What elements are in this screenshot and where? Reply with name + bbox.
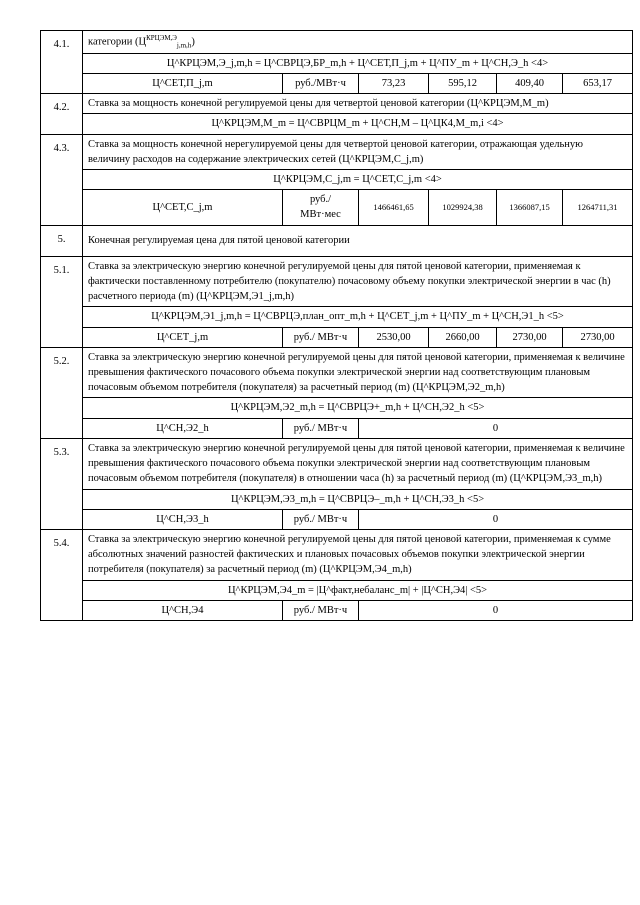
row-number: 4.2. — [41, 94, 83, 134]
formula: Ц^КРЦЭМ,Э2_m,h = Ц^СВРЦЭ+_m,h + Ц^СН,Э2_h <5> — [83, 398, 633, 418]
row-description: Ставка за мощность конечной нерегулируемой цены для четвертой ценовой категории, отражающая удельную величину расходов на содержание электрических сетей (Ц^КРЦЭМ,С_j,m) — [83, 134, 633, 169]
row-4-3-formula — [41, 170, 633, 190]
row-number: 5. — [41, 225, 83, 256]
symbol: Ц^СН,Э4 — [83, 600, 283, 620]
row-4-2-formula — [41, 114, 633, 134]
tariff-table-frame — [40, 30, 632, 621]
formula: Ц^КРЦЭМ,Э_j,m,h = Ц^СВРЦЭ,БР_m,h + Ц^СЕТ,П_j,m + Ц^ПУ_m + Ц^СН,Э_h <4> — [83, 53, 633, 73]
row-number: 5.3. — [41, 438, 83, 529]
row-4-2-header — [41, 94, 633, 114]
row-4-1-header — [41, 31, 633, 54]
row-5-2-formula — [41, 398, 633, 418]
row-4-3-header — [41, 134, 633, 169]
formula: Ц^КРЦЭМ,Э4_m = |Ц^факт,небаланс_m| + |Ц^СН,Э4| <5> — [83, 580, 633, 600]
value-cell: 0 — [359, 509, 633, 529]
row-description: Конечная регулируемая цена для пятой ценовой категории — [83, 225, 633, 256]
row-5-2-header — [41, 347, 633, 398]
row-description: Ставка за электрическую энергию конечной регулируемой цены для пятой ценовой категории, применяемая к сумме абсолютных значений разностей фактических и плановых почасовых объемов покупки электрической энергии потребителя (покупателя) за расчетный период (m) (Ц^КРЦЭМ,Э4_m,h) — [83, 529, 633, 580]
row-5-1-values — [41, 327, 633, 347]
value-cell: 2530,00 — [359, 327, 429, 347]
symbol: Ц^СЕТ,П_j,m — [83, 73, 283, 93]
unit: руб./ МВт·ч — [283, 327, 359, 347]
unit: руб./ МВт·ч — [283, 509, 359, 529]
row-5-1-formula — [41, 307, 633, 327]
unit: руб./ МВт·ч — [283, 418, 359, 438]
row-number: 5.2. — [41, 347, 83, 438]
row-number: 4.3. — [41, 134, 83, 225]
row-5-3-header — [41, 438, 633, 489]
row-5-3-values — [41, 509, 633, 529]
value-cell: 595,12 — [429, 73, 497, 93]
value-cell: 73,23 — [359, 73, 429, 93]
value-cell: 653,17 — [563, 73, 633, 93]
row-5 — [41, 225, 633, 256]
row-5-1-header — [41, 256, 633, 307]
value-cell: 1366087,15 — [497, 190, 563, 225]
value-cell: 1264711,31 — [563, 190, 633, 225]
row-4-3-values — [41, 190, 633, 225]
row-5-2-values — [41, 418, 633, 438]
unit: руб./ МВт·мес — [283, 190, 359, 225]
formula: Ц^КРЦЭМ,Э1_j,m,h = Ц^СВРЦЭ,план_опт_m,h + Ц^СЕТ_j,m + Ц^ПУ_m + Ц^СН,Э1_h <5> — [83, 307, 633, 327]
value-cell: 409,40 — [497, 73, 563, 93]
value-cell: 1466461,65 — [359, 190, 429, 225]
value-cell: 2730,00 — [563, 327, 633, 347]
symbol: Ц^СЕТ_j,m — [83, 327, 283, 347]
row-description: Ставка за электрическую энергию конечной регулируемой цены для пятой ценовой категории, применяемая к фактически поставленному потребителю (покупателю) почасовому объему покупки электрической энергии в час (h) расчетного периода (m) (Ц^КРЦЭМ,Э1_j,m,h) — [83, 256, 633, 307]
row-description: Ставка за мощность конечной регулируемой цены для четвертой ценовой категории (Ц^КРЦЭМ,М_m) — [83, 94, 633, 114]
row-number: 5.4. — [41, 529, 83, 620]
row-5-4-header — [41, 529, 633, 580]
row-5-3-formula — [41, 489, 633, 509]
row-description: Ставка за электрическую энергию конечной регулируемой цены для пятой ценовой категории, применяемая к величине превышения фактического почасового объема покупки электрической энергии над соответствующим плановым почасовым объемом потребителя (покупателя) в отношении часа (h) за расчетный период (m) (Ц^КРЦЭМ,Э3_m,h) — [83, 438, 633, 489]
value-cell: 0 — [359, 600, 633, 620]
row-number: 5.1. — [41, 256, 83, 347]
unit: руб./МВт·ч — [283, 73, 359, 93]
formula: Ц^КРЦЭМ,М_m = Ц^СВРЦМ_m + Ц^СН,М – Ц^ЦК4,М_m,i <4> — [83, 114, 633, 134]
value-cell: 1029924,38 — [429, 190, 497, 225]
row-4-1-values — [41, 73, 633, 93]
row-description: Ставка за электрическую энергию конечной регулируемой цены для пятой ценовой категории, применяемая к величине превышения фактического почасового объема покупки электрической энергии над соответствующим плановым почасовым объемом потребителя (покупателя) за расчетный период (m) (Ц^КРЦЭМ,Э2_m,h) — [83, 347, 633, 398]
row-number: 4.1. — [41, 31, 83, 94]
formula: Ц^КРЦЭМ,Э3_m,h = Ц^СВРЦЭ–_m,h + Ц^СН,Э3_h <5> — [83, 489, 633, 509]
unit: руб./ МВт·ч — [283, 600, 359, 620]
formula: Ц^КРЦЭМ,С_j,m = Ц^СЕТ,С_j,m <4> — [83, 170, 633, 190]
value-cell: 0 — [359, 418, 633, 438]
symbol: Ц^СЕТ,С_j,m — [83, 190, 283, 225]
value-cell: 2730,00 — [497, 327, 563, 347]
row-5-4-values — [41, 600, 633, 620]
tariff-table — [40, 30, 633, 621]
row-5-4-formula — [41, 580, 633, 600]
row-description: категории $(Ц^{КРЦЭМ,Э}_{j,m,h})$ — [83, 31, 633, 54]
value-cell: 2660,00 — [429, 327, 497, 347]
symbol: Ц^СН,Э2_h — [83, 418, 283, 438]
symbol: Ц^СН,Э3_h — [83, 509, 283, 529]
row-4-1-formula — [41, 53, 633, 73]
